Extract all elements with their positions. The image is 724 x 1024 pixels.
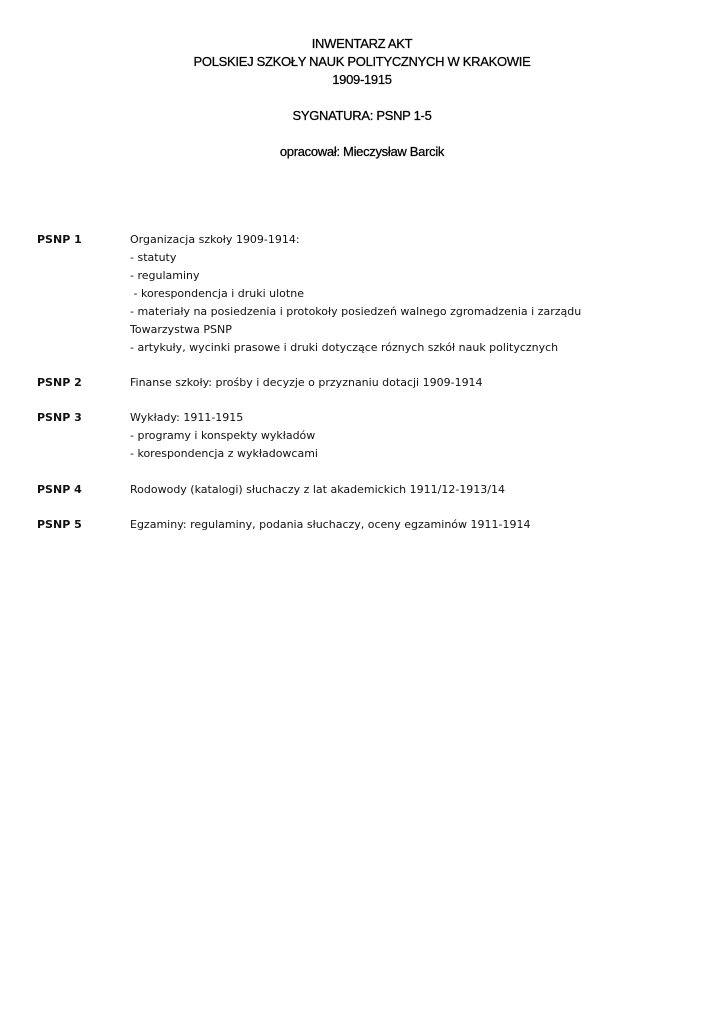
entry-line: - artykuły, wycinki prasowe i druki dotyczące róznych szkół nauk politycznych (130, 341, 559, 354)
title-date-range: 1909-1915 (332, 72, 392, 87)
entry-line: Towarzystwa PSNP (130, 323, 232, 336)
entry-description (130, 231, 600, 357)
title-line-2: POLSKIEJ SZKOŁY NAUK POLITYCZNYCH W KRAKOWIE (193, 54, 531, 69)
author-line: opracował: Mieczysław Barcik (279, 144, 445, 159)
entry-description (130, 409, 600, 463)
entry-line: - materiały na posiedzenia i protokoły posiedzeń walnego zgromadzenia i zarządu (130, 305, 582, 318)
entry-code: PSNP 1 (37, 233, 82, 246)
entry-line: - korespondencja z wykładowcami (130, 447, 318, 460)
signature-line: SYGNATURA: PSNP 1-5 (292, 108, 432, 123)
entry-line: - statuty (130, 251, 177, 264)
entry-description (130, 516, 600, 534)
entry-code: PSNP 4 (37, 483, 82, 496)
entry-line: - programy i konspekty wykładów (130, 429, 316, 442)
title-line-1: INWENTARZ AKT (311, 36, 413, 51)
entry-line: - korespondencja i druki ulotne (130, 287, 304, 300)
entry-line: Finanse szkoły: prośby i decyzje o przyznaniu dotacji 1909-1914 (130, 376, 483, 389)
entry-line: Egzaminy: regulaminy, podania słuchaczy, oceny egzaminów 1911-1914 (130, 518, 531, 531)
entry-line: Organizacja szkoły 1909-1914: (130, 233, 300, 246)
entry-code: PSNP 5 (37, 518, 82, 531)
entry-description (130, 481, 600, 499)
entry-line: Wykłady: 1911-1915 (130, 411, 244, 424)
entry-line: - regulaminy (130, 269, 200, 282)
entry-line: Rodowody (katalogi) słuchaczy z lat akademickich 1911/12-1913/14 (130, 483, 506, 496)
entry-code: PSNP 2 (37, 376, 82, 389)
entry-code: PSNP 3 (37, 411, 82, 424)
entry-description (130, 374, 600, 392)
